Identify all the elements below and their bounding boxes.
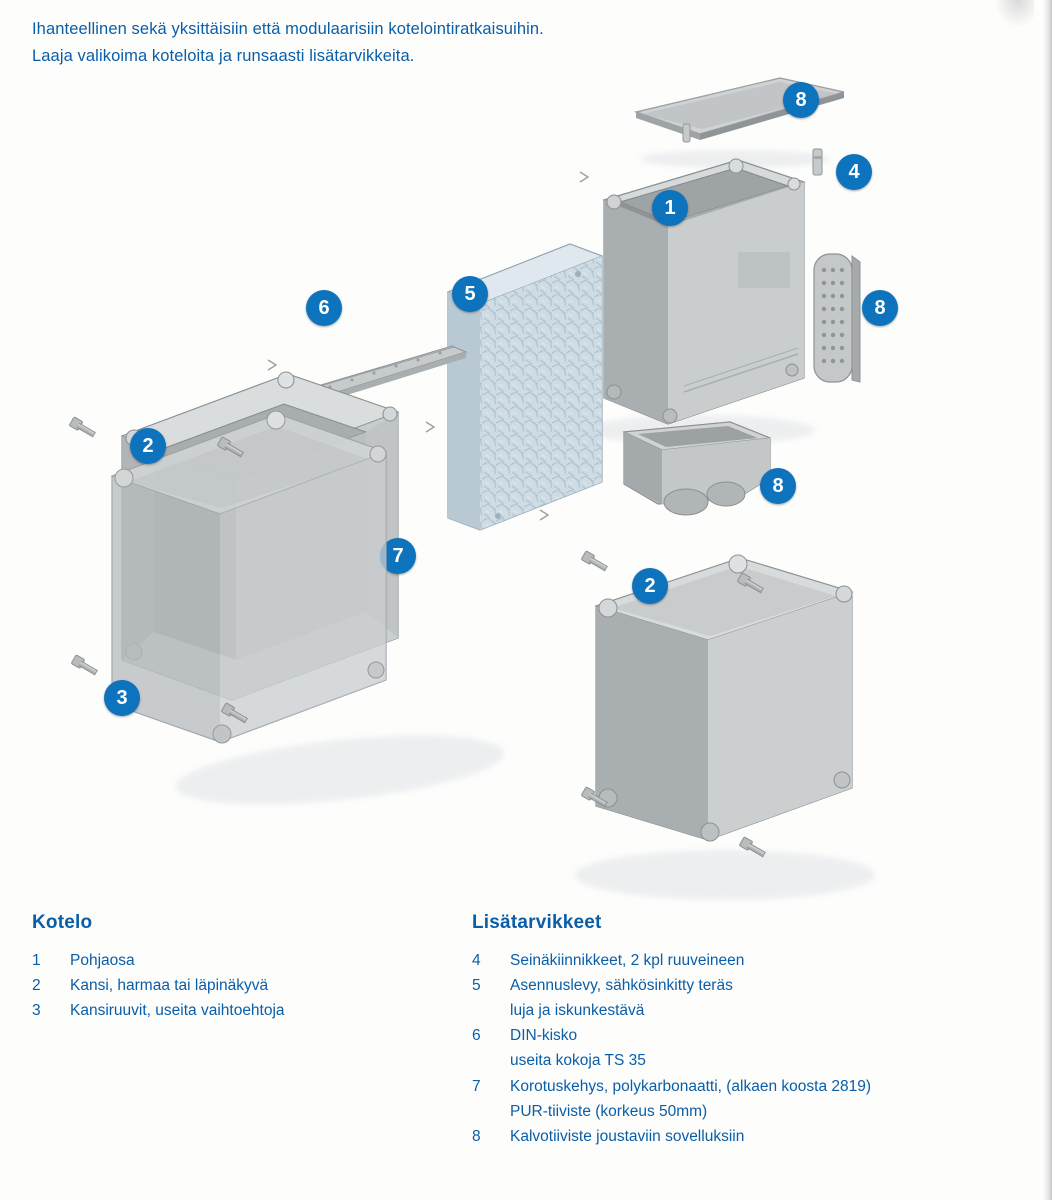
legend-item-number: 7 xyxy=(472,1077,481,1095)
legend-item-number: 6 xyxy=(472,1027,481,1045)
callout-8-lid-bubble: 8 xyxy=(783,82,819,118)
assembly-pin-base-top xyxy=(578,170,590,184)
legend-item xyxy=(472,973,1032,1023)
assembly-pin-plate-top xyxy=(424,420,436,434)
intro-line-2: Laaja valikoima koteloita ja runsaasti lisätarvikkeita. xyxy=(32,46,415,65)
assembly-pin-plate-bottom xyxy=(538,508,550,522)
part-enclosure-base xyxy=(588,142,818,432)
legend-item-sub: luja ja iskunkestävä xyxy=(510,1002,645,1020)
part-membrane-hood xyxy=(618,420,778,530)
legend-item-text: Pohjaosa xyxy=(70,952,135,969)
callout-4-bubble: 4 xyxy=(836,154,872,190)
legend-item-text: Seinäkiinnikkeet, 2 kpl ruuveineen xyxy=(510,952,745,969)
legend-item-text: Kansi, harmaa tai läpinäkyvä xyxy=(70,977,269,995)
callout-2-left-bubble: 2 xyxy=(130,428,166,464)
legend-item xyxy=(32,948,452,973)
callout-8-hood-bubble: 8 xyxy=(760,468,796,504)
legend-item-number: 2 xyxy=(32,977,41,995)
legend-item xyxy=(472,1074,1032,1124)
scan-corner-artifact xyxy=(994,0,1034,28)
legend-item xyxy=(472,948,1032,973)
legend-item-text xyxy=(510,1074,1032,1124)
exploded-view-diagram xyxy=(0,60,1052,890)
legend-item-number: 4 xyxy=(472,952,481,969)
callout-7-bubble: 7 xyxy=(380,538,416,574)
screw-lid-left-bottom xyxy=(71,654,98,675)
legend-item-main: DIN-kisko xyxy=(510,1027,578,1045)
legend-item-number: 8 xyxy=(472,1127,481,1145)
scan-edge xyxy=(1043,0,1052,1200)
legend-item xyxy=(472,1124,1032,1149)
peg-lid xyxy=(680,122,694,144)
callout-6-bubble: 6 xyxy=(306,290,342,326)
legend-item-text: Kansiruuvit, useita vaihtoehtoja xyxy=(70,1002,285,1020)
legend-item-text xyxy=(510,973,1032,1023)
callout-1-bubble: 1 xyxy=(652,190,688,226)
legend-item-text xyxy=(510,1023,1032,1073)
callout-8-strip-bubble: 8 xyxy=(862,290,898,326)
legend-accessories-title: Lisätarvikkeet xyxy=(472,912,602,933)
legend-item-number: 3 xyxy=(32,1002,41,1020)
legend-item-text: Kalvotiiviste joustaviin sovelluksiin xyxy=(510,1127,745,1145)
part-wall-bracket xyxy=(806,146,830,180)
legend-item-sub: PUR-tiiviste (korkeus 50mm) xyxy=(510,1102,708,1120)
legend-item-sub: useita kokoja TS 35 xyxy=(510,1052,646,1070)
legend-item xyxy=(472,1023,1032,1073)
callout-2-right-bubble: 2 xyxy=(632,568,668,604)
legend-enclosure-title: Kotelo xyxy=(32,912,93,933)
legend-item-number: 1 xyxy=(32,952,41,969)
part-membrane-seal-strip xyxy=(806,250,868,390)
callout-5-bubble: 5 xyxy=(452,276,488,312)
part-lid-grey xyxy=(580,540,880,870)
callout-3-bubble: 3 xyxy=(104,680,140,716)
legend-item-number: 5 xyxy=(472,977,481,995)
legend-accessories xyxy=(472,912,1032,1149)
legend-item xyxy=(32,998,452,1023)
legend-enclosure xyxy=(32,912,452,1023)
legend-item-main: Korotuskehys, polykarbonaatti, (alkaen koosta 2819) xyxy=(510,1077,872,1095)
legend-item-main: Asennuslevy, sähkösinkitty teräs xyxy=(510,977,733,995)
assembly-pin-rail xyxy=(266,358,278,372)
legend-item xyxy=(32,973,452,998)
screw-lid-left-top xyxy=(69,416,96,437)
intro-line-1: Ihanteellinen sekä yksittäisiin että modulaarisiin kotelointiratkaisuihin. xyxy=(32,20,544,38)
